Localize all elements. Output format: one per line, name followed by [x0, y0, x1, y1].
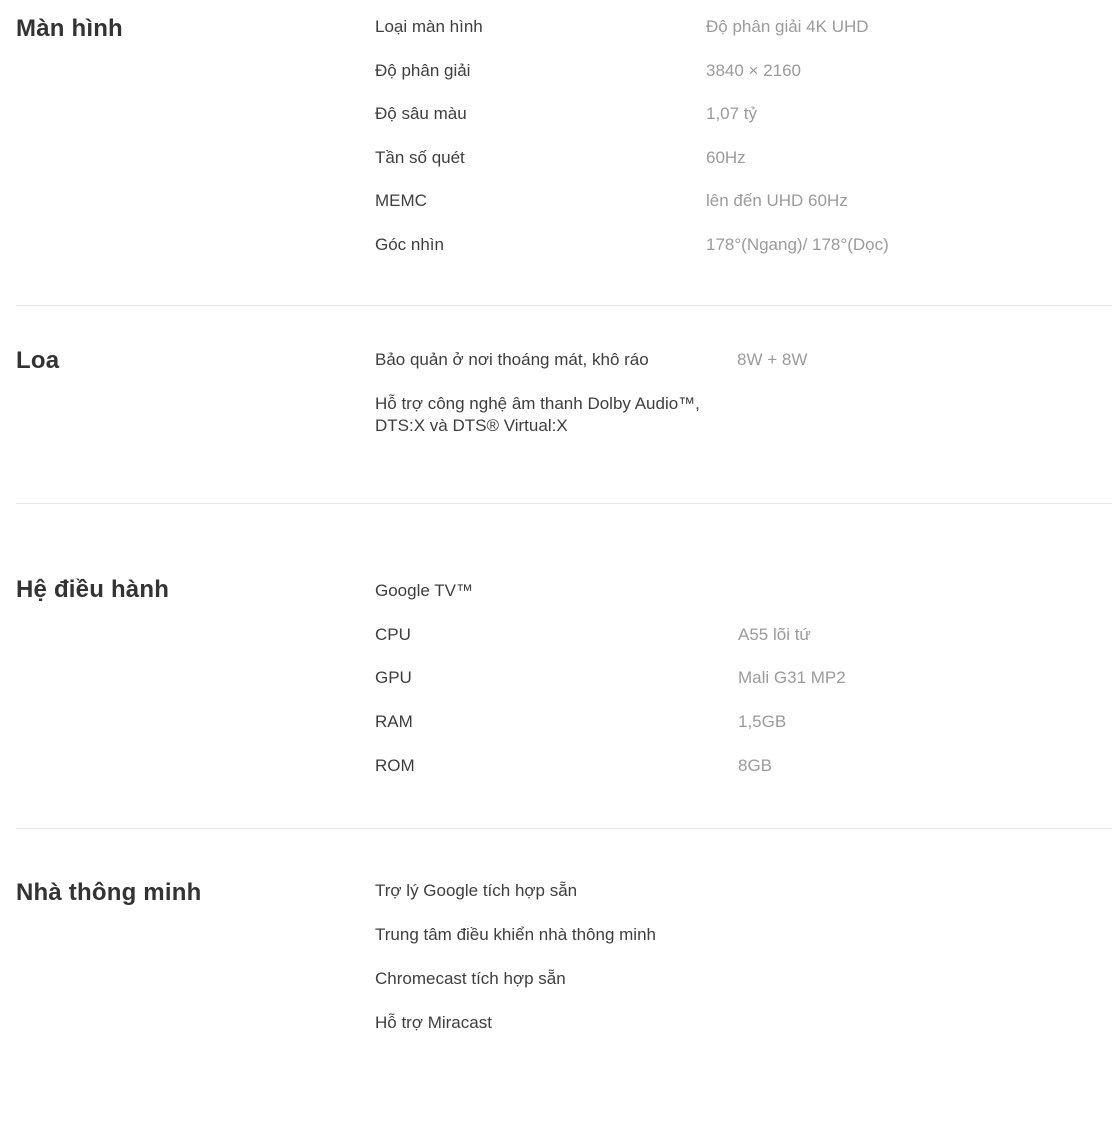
spec-label-line1: Hỗ trợ công nghệ âm thanh Dolby Audio™,	[375, 393, 700, 413]
spec-value: 1,5GB	[738, 712, 787, 732]
spec-row	[0, 190, 1112, 234]
spec-label: GPU	[375, 668, 412, 688]
spec-label: Bảo quản ở nơi thoáng mát, khô ráo	[375, 350, 649, 369]
spec-row	[0, 349, 1112, 393]
section-title-smart-home: Nhà thông minh	[16, 879, 202, 906]
spec-label: Góc nhìn	[375, 234, 444, 254]
spec-row	[0, 580, 1112, 624]
spec-value: lên đến UHD 60Hz	[706, 191, 848, 210]
spec-value: 1,07 tỷ	[706, 104, 758, 123]
spec-label: Tần số quét	[375, 147, 465, 167]
spec-row	[0, 1012, 1112, 1056]
spec-row	[0, 103, 1112, 147]
spec-value: A55 lõi tứ	[738, 624, 811, 644]
spec-label: Trung tâm điều khiển nhà thông minh	[375, 925, 656, 944]
section-divider	[16, 828, 1112, 829]
spec-row	[0, 924, 1112, 968]
spec-value: 8W + 8W	[737, 350, 808, 369]
spec-label: Hỗ trợ Miracast	[375, 1013, 492, 1032]
spec-label: Chromecast tích hợp sẵn	[375, 969, 566, 988]
spec-label: Độ phân giải	[375, 60, 471, 80]
spec-label: MEMC	[375, 191, 427, 210]
spec-row	[0, 624, 1112, 668]
spec-row	[0, 880, 1112, 924]
section-rows-smart-home	[0, 880, 1112, 1056]
spec-value: 3840 × 2160	[706, 60, 802, 80]
spec-label: Trợ lý Google tích hợp sẵn	[375, 881, 578, 900]
spec-label: ROM	[375, 755, 415, 775]
spec-label: Độ sâu màu	[375, 104, 467, 123]
spec-row	[0, 234, 1112, 278]
spec-value: Mali G31 MP2	[738, 668, 846, 688]
spec-row	[0, 968, 1112, 1012]
section-rows-screen	[0, 16, 1112, 277]
section-rows-os	[0, 580, 1112, 798]
section-title-screen: Màn hình	[16, 15, 123, 42]
spec-row	[0, 667, 1112, 711]
spec-value: 178°(Ngang)/ 178°(Dọc)	[706, 234, 889, 254]
spec-label: CPU	[375, 624, 411, 644]
spec-row	[0, 711, 1112, 755]
spec-value: 8GB	[738, 755, 773, 775]
spec-row	[0, 755, 1112, 799]
spec-row	[0, 16, 1112, 60]
spec-label	[375, 393, 700, 437]
section-divider	[16, 305, 1112, 306]
section-title-os: Hệ điều hành	[16, 576, 170, 603]
spec-label: RAM	[375, 712, 413, 732]
section-title-speaker: Loa	[16, 347, 60, 374]
spec-value: 60Hz	[706, 147, 746, 167]
spec-label-line2: DTS:X và DTS® Virtual:X	[375, 415, 568, 435]
section-rows-speaker	[0, 349, 1112, 435]
section-divider	[16, 503, 1112, 504]
spec-row	[0, 147, 1112, 191]
spec-label: Loại màn hình	[375, 17, 483, 36]
spec-label: Google TV™	[375, 581, 473, 600]
spec-value: Độ phân giải 4K UHD	[706, 17, 869, 36]
spec-row	[0, 60, 1112, 104]
